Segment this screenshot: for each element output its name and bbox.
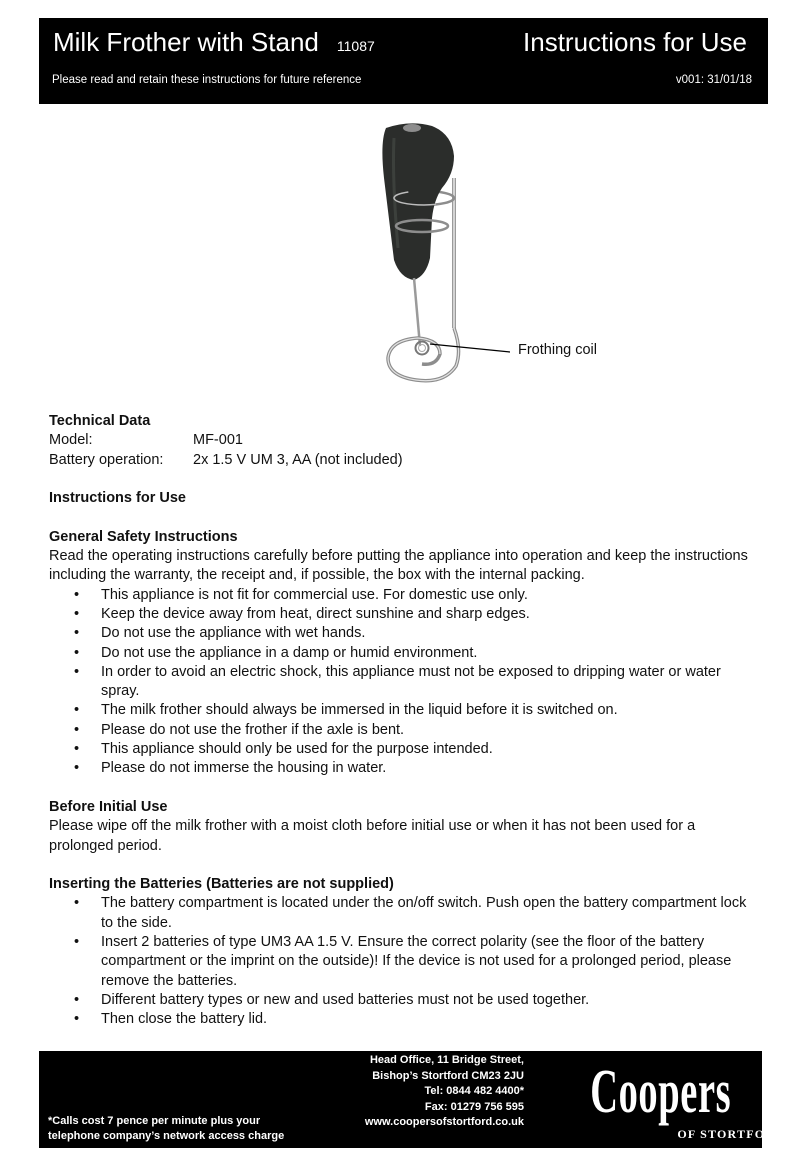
product-code: 11087	[336, 38, 375, 54]
list-item: • This appliance should only be used for the purpose intended.	[49, 740, 761, 759]
tech-row-battery	[49, 451, 761, 470]
before-use-heading: Before Initial Use	[49, 798, 168, 815]
frother-shaft	[414, 278, 420, 346]
milk-frother-image	[370, 118, 510, 410]
brand-subtitle: OF STORTFORD	[677, 1127, 785, 1141]
instructions-heading: Instructions for Use	[49, 490, 186, 507]
list-item: • Then close the battery lid.	[49, 1010, 761, 1029]
product-title: Milk Frother with Stand 11087	[53, 27, 375, 57]
safety-list	[49, 586, 761, 779]
document-body	[49, 412, 761, 1030]
list-item: • The battery compartment is located under the on/off switch. Push open the battery compartment lock to the side.	[49, 894, 761, 933]
list-item: • Do not use the appliance in a damp or humid environment.	[49, 644, 761, 663]
tech-row-model	[49, 431, 761, 450]
list-item: • In order to avoid an electric shock, this appliance must not be exposed to dripping water or water spray.	[49, 663, 761, 702]
document-footer	[39, 1051, 785, 1148]
list-item: • Insert 2 batteries of type UM3 AA 1.5 V. Ensure the correct polarity (see the floor of the battery compartment or the imprint on the outside)! If the device is not used for a prolonged period, please remove the batteries.	[49, 933, 761, 991]
tech-value: 2x 1.5 V UM 3, AA (not included)	[193, 451, 403, 468]
technical-data-heading: Technical Data	[49, 413, 151, 429]
list-item: • Keep the device away from heat, direct sunshine and sharp edges.	[49, 605, 761, 624]
list-item: • Do not use the appliance with wet hands.	[49, 624, 761, 643]
brand-name: Coopers	[590, 1058, 732, 1126]
document-header	[39, 18, 768, 104]
tech-label: Battery operation:	[49, 451, 164, 468]
batteries-heading: Inserting the Batteries (Batteries are not supplied)	[49, 876, 394, 893]
safety-intro: Read the operating instructions carefully before putting the appliance into operation and keep the instructions including the warranty, the receipt and, if possible, the box with the internal packing.	[49, 548, 748, 584]
frothing-coil	[416, 342, 429, 355]
list-item: • Different battery types or new and used batteries must not be used together.	[49, 991, 761, 1010]
call-charge-note: *Calls cost 7 pence per minute plus your telephone company’s network access charge	[48, 1115, 285, 1142]
list-item: • This appliance is not fit for commercial use. For domestic use only.	[49, 586, 761, 605]
list-item: • Please do not immerse the housing in water.	[49, 759, 761, 778]
power-button	[403, 124, 421, 132]
instructions-title: Instructions for Use	[523, 27, 747, 57]
list-item: • The milk frother should always be immersed in the liquid before it is switched on.	[49, 701, 761, 720]
tech-value: MF-001	[193, 432, 243, 449]
retain-note: Please read and retain these instructions for future reference	[52, 74, 362, 86]
batteries-list	[49, 894, 761, 1029]
coopers-logo	[547, 1057, 785, 1141]
list-item: • Please do not use the frother if the axle is bent.	[49, 721, 761, 740]
frothing-coil-label: Frothing coil	[518, 342, 597, 358]
before-use-text: Please wipe off the milk frother with a moist cloth before initial use or when it has not been used for a prolonged period.	[49, 818, 696, 854]
safety-heading: General Safety Instructions	[49, 528, 238, 545]
callout-line	[430, 344, 510, 352]
head-office-address: Head Office, 11 Bridge Street, Bishop’s Stortford CM23 2JU Tel: 0844 482 4400* Fax: 01279 756 595 www.coopersofstortford.co.uk	[364, 1054, 524, 1129]
tech-label: Model:	[49, 432, 93, 449]
version-label: v001: 31/01/18	[675, 74, 752, 86]
